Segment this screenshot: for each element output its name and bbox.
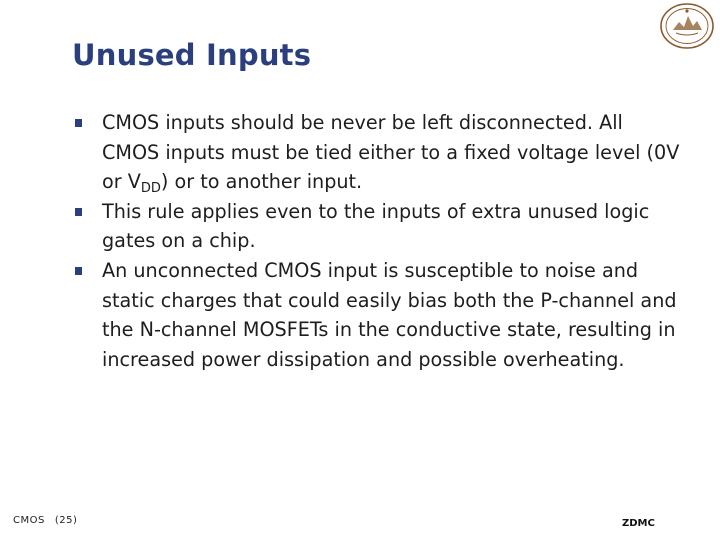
vdd-subscript: DD <box>140 181 161 197</box>
bullet-text-2: This rule applies even to the inputs of extra unused logic gates on a chip. <box>102 199 650 253</box>
bullet-list <box>72 108 682 374</box>
slide-title: Unused Inputs <box>72 38 312 72</box>
bullet-text-3: An unconnected CMOS input is susceptible to noise and static charges that could easily bias both the P-channel and the N-channel MOSFETs in the conductive state, resulting in increased power dissipation and possible overheating. <box>102 258 677 371</box>
list-item <box>72 197 682 256</box>
bullet-text-1a: CMOS inputs should be never be left disconnected. All CMOS inputs must be tied either to a fixed voltage level (0V or V <box>102 111 680 194</box>
footer-course: CMOS <box>13 515 45 526</box>
page-number: (25) <box>54 515 78 526</box>
university-seal-icon <box>659 2 715 50</box>
list-item <box>72 256 682 374</box>
footer-left <box>13 515 77 526</box>
footer-right: ZDMC <box>622 518 655 529</box>
square-bullet-icon <box>75 208 82 216</box>
bullet-text-1b: ) or to another input. <box>160 170 363 194</box>
square-bullet-icon <box>75 267 82 275</box>
list-item <box>72 108 682 197</box>
square-bullet-icon <box>75 119 82 127</box>
